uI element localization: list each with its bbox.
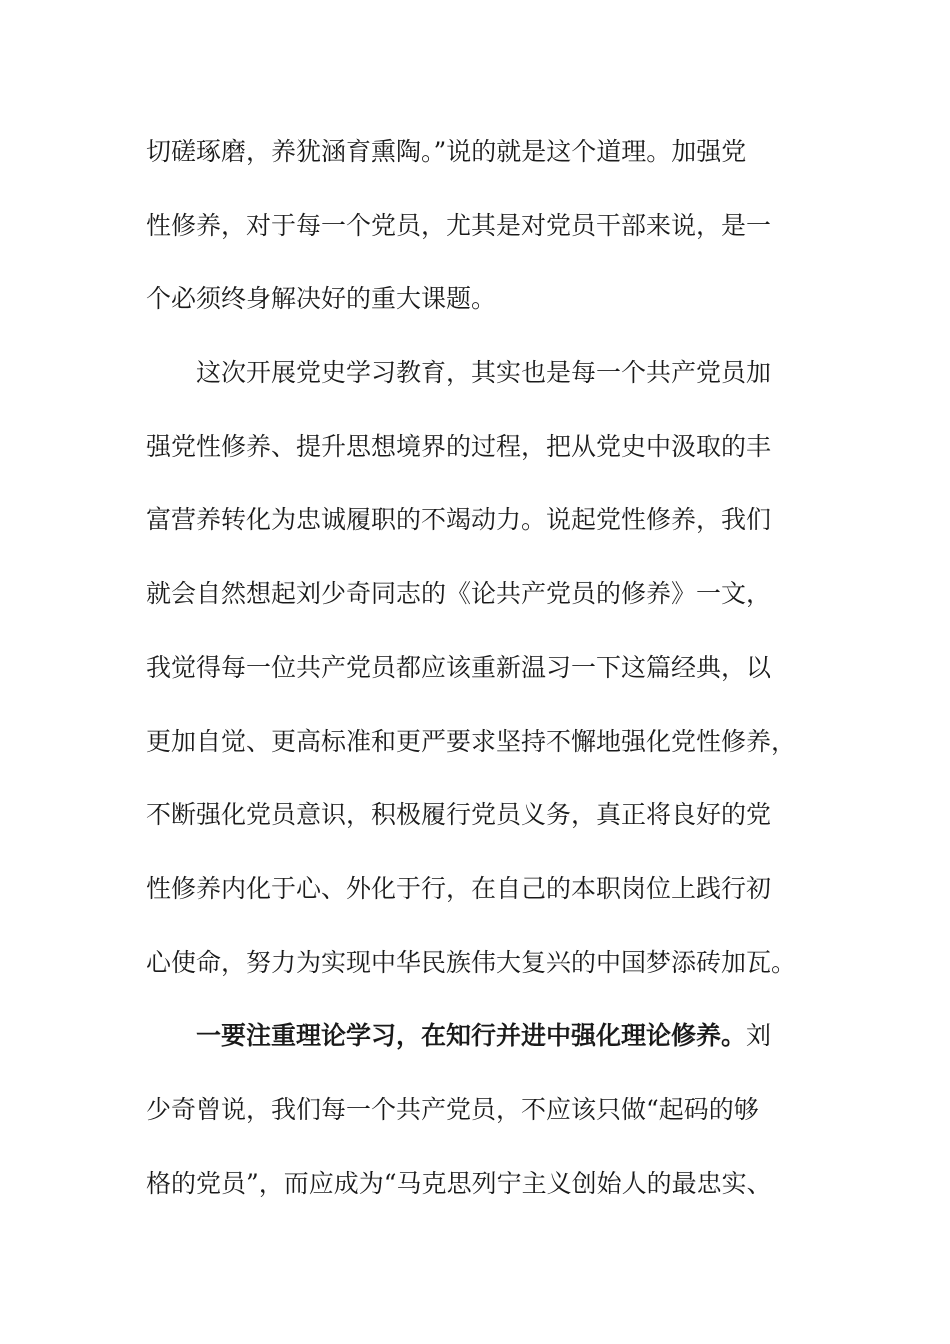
text-line: 富营养转化为忠诚履职的不竭动力。说起党性修养，我们 xyxy=(146,505,772,535)
section-heading: 一要注重理论学习，在知行并进中强化理论修养。 xyxy=(196,1021,747,1051)
section-heading-line xyxy=(146,1008,806,1082)
text-line: 少奇曾说，我们每一个共产党员，不应该只做“起码的够 xyxy=(146,1094,759,1124)
text-line: 个必须终身解决好的重大课题。 xyxy=(146,284,497,314)
paragraph-start-line: 这次开展党史学习教育，其实也是每一个共产党员加 xyxy=(196,358,772,388)
text-line: 切磋琢磨，养犹涵育熏陶。”说的就是这个道理。加强党 xyxy=(146,137,747,166)
text-line: 就会自然想起刘少奇同志的《论共产党员的修养》一文， xyxy=(146,579,772,609)
text-line: 更加自觉、更高标准和更严要求坚持不懈地强化党性修养， xyxy=(146,726,797,756)
text-line: 强党性修养、提升思想境界的过程，把从党史中汲取的丰 xyxy=(146,431,772,461)
text-line: 格的党员”，而应成为“马克思列宁主义创始人的最忠实、 xyxy=(146,1168,772,1198)
text-line: 性修养内化于心、外化于行，在自己的本职岗位上践行初 xyxy=(146,873,772,903)
document-body xyxy=(146,124,806,1229)
text-line: 心使命，努力为实现中华民族伟大复兴的中国梦添砖加瓦。 xyxy=(146,947,797,977)
text-line: 我觉得每一位共产党员都应该重新温习一下这篇经典，以 xyxy=(146,652,772,682)
text-line: 性修养，对于每一个党员，尤其是对党员干部来说，是一 xyxy=(146,210,772,240)
heading-continuation: 刘 xyxy=(746,1021,772,1051)
text-line: 不断强化党员意识，积极履行党员义务，真正将良好的党 xyxy=(146,800,772,830)
